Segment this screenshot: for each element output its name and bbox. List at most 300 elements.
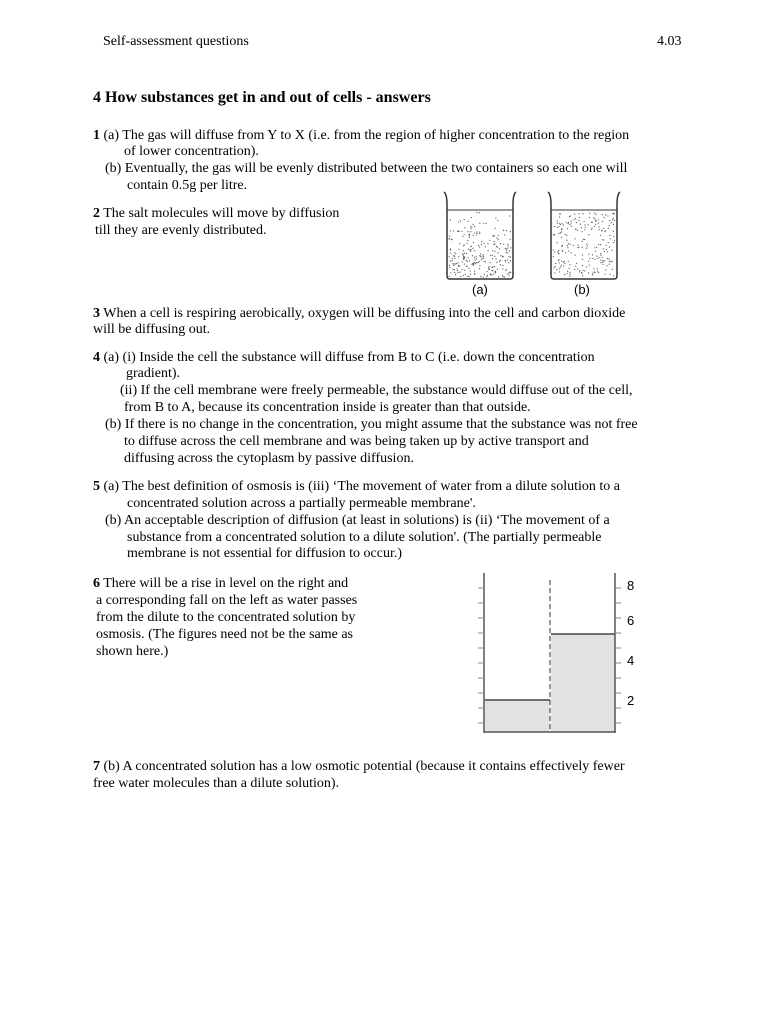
particle: [609, 220, 610, 221]
particle: [508, 262, 509, 263]
particle: [570, 222, 571, 223]
particle: [500, 260, 501, 261]
particle: [494, 243, 495, 244]
particle: [613, 231, 614, 232]
particle: [595, 224, 596, 225]
particle: [469, 260, 470, 261]
answer-line: a corresponding fall on the left as water passes: [96, 593, 358, 608]
particle: [567, 223, 568, 224]
answer-line: till they are evenly distributed.: [95, 223, 267, 238]
particle: [569, 276, 570, 277]
answer-number: 4: [93, 350, 100, 365]
particle: [459, 266, 460, 267]
particle: [486, 276, 487, 277]
particle: [561, 231, 562, 232]
particle: [467, 276, 468, 277]
particle: [505, 261, 506, 262]
answer-line: membrane is not essential for diffusion to occur.): [127, 546, 403, 561]
particle: [506, 248, 507, 249]
particle: [598, 226, 599, 227]
answer-number: 1: [93, 128, 100, 143]
particle: [603, 228, 604, 229]
particle: [466, 253, 467, 254]
particle: [503, 276, 504, 277]
particle: [452, 263, 453, 264]
particle: [477, 233, 478, 234]
particle: [474, 273, 475, 274]
particle: [564, 261, 565, 262]
particle: [482, 255, 483, 256]
particle: [559, 262, 560, 263]
particle: [455, 263, 456, 264]
particle: [457, 230, 458, 231]
particle: [588, 253, 589, 254]
particle: [558, 226, 559, 227]
particle: [486, 271, 487, 272]
particle: [483, 254, 484, 255]
particle: [589, 265, 590, 266]
particle: [461, 269, 462, 270]
particle: [595, 220, 596, 221]
particle: [606, 249, 607, 250]
particle: [487, 275, 488, 276]
answer-line: When a cell is respiring aerobically, oxygen will be diffusing into the cell and carbon dioxide: [103, 306, 626, 321]
particle: [476, 256, 477, 257]
particle: [483, 276, 484, 277]
particle: [608, 228, 609, 229]
particle: [452, 258, 453, 259]
particle: [558, 250, 559, 251]
particle: [614, 220, 615, 221]
particle: [558, 260, 559, 261]
particle: [609, 261, 610, 262]
particle: [599, 257, 600, 258]
particle: [566, 240, 567, 241]
particle: [457, 272, 458, 273]
particle: [578, 220, 579, 221]
particle: [496, 246, 497, 247]
answer-line: (a) (i) Inside the cell the substance will diffuse from B to C (i.e. down the concentration: [103, 350, 595, 365]
particle: [455, 274, 456, 275]
particle: [483, 223, 484, 224]
particle: [603, 248, 604, 249]
particle: [455, 253, 456, 254]
particle: [491, 274, 492, 275]
particle: [554, 251, 555, 252]
particle: [449, 265, 450, 266]
particle: [613, 275, 614, 276]
particle: [563, 224, 564, 225]
particle-dots: [448, 212, 615, 278]
particle: [506, 252, 507, 253]
particle: [459, 231, 460, 232]
particle: [605, 214, 606, 215]
particle: [464, 234, 465, 235]
particle: [510, 256, 511, 257]
particle: [496, 237, 497, 238]
answer-line: (ii) If the cell membrane were freely permeable, the substance would diffuse out of the cell,: [120, 383, 633, 398]
particle: [604, 273, 605, 274]
particle: [601, 214, 602, 215]
particle: [559, 223, 560, 224]
particle: [554, 267, 555, 268]
answer-line: osmosis. (The figures need not be the same as: [96, 627, 353, 642]
particle: [473, 242, 474, 243]
particle: [464, 256, 465, 257]
particle: [495, 272, 496, 273]
particle: [603, 239, 604, 240]
particle: [492, 258, 493, 259]
particle: [592, 254, 593, 255]
particle: [470, 251, 471, 252]
answer-line: from the dilute to the concentrated solution by: [96, 610, 356, 625]
particle: [490, 255, 491, 256]
particle: [569, 224, 570, 225]
particle: [591, 229, 592, 230]
particle: [583, 239, 584, 240]
particle: [495, 217, 496, 218]
particle: [573, 245, 574, 246]
particle: [596, 214, 597, 215]
particle: [607, 258, 608, 259]
particle: [560, 232, 561, 233]
particle: [609, 235, 610, 236]
particle: [509, 271, 510, 272]
particle: [492, 266, 493, 267]
particle: [612, 219, 613, 220]
particle: [464, 263, 465, 264]
particle: [497, 252, 498, 253]
particle: [489, 262, 490, 263]
particle: [579, 217, 580, 218]
particle: [499, 248, 500, 249]
particle: [449, 276, 450, 277]
particle: [504, 276, 505, 277]
particle: [568, 222, 569, 223]
left-solution: [485, 700, 550, 732]
osmosis-diagram: [478, 573, 634, 733]
header-left: Self-assessment questions: [103, 34, 249, 49]
particle: [452, 260, 453, 261]
answer-line: The salt molecules will move by diffusion: [103, 206, 340, 221]
particle: [474, 271, 475, 272]
particle: [567, 247, 568, 248]
particle: [460, 276, 461, 277]
particle: [461, 231, 462, 232]
particle: [612, 213, 613, 214]
particle: [598, 219, 599, 220]
particle: [472, 263, 473, 264]
particle: [554, 234, 555, 235]
particle: [560, 224, 561, 225]
particle: [474, 250, 475, 251]
particle: [463, 255, 464, 256]
particle: [600, 260, 601, 261]
particle: [476, 234, 477, 235]
particle: [582, 259, 583, 260]
particle: [604, 260, 605, 261]
particle: [500, 243, 501, 244]
particle: [597, 258, 598, 259]
particle: [471, 264, 472, 265]
particle: [582, 247, 583, 248]
particle: [605, 230, 606, 231]
answer-line: (a) The gas will diffuse from Y to X (i.e. from the region of higher concentration to the region: [103, 128, 630, 143]
particle: [510, 247, 511, 248]
particle: [606, 245, 607, 246]
particle: [484, 274, 485, 275]
header-page-number: 4.03: [657, 34, 682, 49]
particle: [470, 270, 471, 271]
answer-number: 2: [93, 206, 100, 221]
particle: [577, 244, 578, 245]
answer-line: (a) The best definition of osmosis is (iii) ‘The movement of water from a dilute solution to a: [103, 479, 620, 494]
particle: [510, 239, 511, 240]
particle: [594, 226, 595, 227]
particle: [582, 231, 583, 232]
particle: [561, 228, 562, 229]
particle: [454, 252, 455, 253]
particle: [592, 274, 593, 275]
particle: [570, 215, 571, 216]
particle: [450, 261, 451, 262]
particle: [558, 253, 559, 254]
particle: [457, 270, 458, 271]
particle: [564, 263, 565, 264]
answer-line: contain 0.5g per litre.: [127, 178, 248, 193]
particle: [471, 226, 472, 227]
answer-number: 3: [93, 306, 100, 321]
particle: [479, 212, 480, 213]
particle: [566, 273, 567, 274]
particle: [505, 260, 506, 261]
particle: [582, 213, 583, 214]
particle: [493, 273, 494, 274]
particle: [449, 236, 450, 237]
particle: [494, 251, 495, 252]
particle: [613, 218, 614, 219]
particle: [565, 252, 566, 253]
particle: [575, 218, 576, 219]
particle: [503, 230, 504, 231]
scale-label: 6: [627, 613, 635, 628]
particle: [609, 264, 610, 265]
particle: [608, 242, 609, 243]
particle: [486, 223, 487, 224]
particle: [582, 275, 583, 276]
particle: [593, 217, 594, 218]
particle: [449, 238, 450, 239]
particle: [589, 217, 590, 218]
particle: [557, 242, 558, 243]
particle: [499, 261, 500, 262]
particle: [584, 229, 585, 230]
particle: [469, 250, 470, 251]
particle: [451, 239, 452, 240]
answer-line: of lower concentration).: [124, 144, 259, 159]
particle: [474, 232, 475, 233]
particle: [475, 259, 476, 260]
particle: [602, 257, 603, 258]
particle: [574, 269, 575, 270]
particle: [594, 213, 595, 214]
particle: [569, 272, 570, 273]
particle: [470, 246, 471, 247]
particle: [485, 246, 486, 247]
particle: [469, 237, 470, 238]
particle: [558, 233, 559, 234]
particle: [595, 250, 596, 251]
particle: [597, 271, 598, 272]
particle: [611, 250, 612, 251]
particle: [565, 234, 566, 235]
particle: [463, 275, 464, 276]
particle: [579, 270, 580, 271]
particle: [479, 231, 480, 232]
particle: [485, 261, 486, 262]
particle: [591, 228, 592, 229]
particle: [583, 221, 584, 222]
particle: [483, 258, 484, 259]
particle: [489, 240, 490, 241]
particle: [491, 267, 492, 268]
particle: [603, 264, 604, 265]
particle: [588, 261, 589, 262]
particle: [609, 246, 610, 247]
particle: [459, 272, 460, 273]
particle: [600, 262, 601, 263]
particle: [476, 231, 477, 232]
particle: [467, 240, 468, 241]
particle: [458, 256, 459, 257]
particle: [561, 261, 562, 262]
particle: [470, 274, 471, 275]
particle: [554, 272, 555, 273]
particle: [487, 250, 488, 251]
particle: [595, 259, 596, 260]
particle: [557, 223, 558, 224]
particle: [467, 261, 468, 262]
particle: [564, 274, 565, 275]
answer-line: from B to A, because its concentration inside is greater than that outside.: [124, 400, 531, 415]
particle: [467, 266, 468, 267]
particle: [476, 262, 477, 263]
particle: [592, 258, 593, 259]
particle: [458, 222, 459, 223]
particle: [557, 227, 558, 228]
particle: [498, 276, 499, 277]
scale-label: 8: [627, 578, 635, 593]
particle: [470, 228, 471, 229]
particle: [577, 230, 578, 231]
particle: [492, 250, 493, 251]
particle: [574, 214, 575, 215]
particle: [594, 247, 595, 248]
particle: [494, 266, 495, 267]
answer-number: 7: [93, 759, 100, 774]
particle: [584, 224, 585, 225]
particle: [603, 260, 604, 261]
particle: [607, 215, 608, 216]
particle: [586, 266, 587, 267]
particle: [460, 220, 461, 221]
particle: [614, 240, 615, 241]
particle: [472, 255, 473, 256]
particle: [453, 265, 454, 266]
particle: [592, 273, 593, 274]
particle: [468, 268, 469, 269]
particle: [602, 262, 603, 263]
particle: [505, 270, 506, 271]
particle: [500, 255, 501, 256]
particle: [491, 270, 492, 271]
particle: [474, 257, 475, 258]
particle: [509, 250, 510, 251]
particle: [609, 259, 610, 260]
particle: [510, 231, 511, 232]
particle: [457, 262, 458, 263]
particle: [498, 239, 499, 240]
particle: [612, 269, 613, 270]
particle: [557, 251, 558, 252]
particle: [571, 220, 572, 221]
scale-label: 4: [627, 653, 635, 668]
particle: [569, 244, 570, 245]
particle: [607, 251, 608, 252]
particle: [568, 268, 569, 269]
particle: [580, 224, 581, 225]
particle: [556, 269, 557, 270]
particle: [577, 268, 578, 269]
particle: [602, 221, 603, 222]
particle: [507, 252, 508, 253]
particle: [567, 228, 568, 229]
particle: [495, 271, 496, 272]
particle: [586, 244, 587, 245]
particle: [567, 245, 568, 246]
particle: [502, 275, 503, 276]
answer-line: to diffuse across the cell membrane and was being taken up by active transport and: [124, 434, 589, 449]
particle: [597, 268, 598, 269]
particle: [454, 258, 455, 259]
particle: [487, 243, 488, 244]
particle: [502, 268, 503, 269]
particle: [454, 269, 455, 270]
particle: [563, 265, 564, 266]
answer-line: shown here.): [96, 644, 169, 659]
particle: [502, 265, 503, 266]
particle: [609, 274, 610, 275]
particle: [470, 226, 471, 227]
particle: [584, 239, 585, 240]
particle: [480, 256, 481, 257]
particle: [567, 271, 568, 272]
particle: [479, 255, 480, 256]
answer-line: There will be a rise in level on the right and: [103, 576, 349, 591]
particle: [479, 261, 480, 262]
answer-number: 6: [93, 576, 100, 591]
particle: [494, 256, 495, 257]
particle: [554, 266, 555, 267]
particle: [465, 274, 466, 275]
particle: [494, 241, 495, 242]
particle: [453, 230, 454, 231]
particle: [477, 262, 478, 263]
particle: [559, 213, 560, 214]
particle: [553, 249, 554, 250]
right-solution: [551, 634, 615, 732]
particle: [581, 227, 582, 228]
